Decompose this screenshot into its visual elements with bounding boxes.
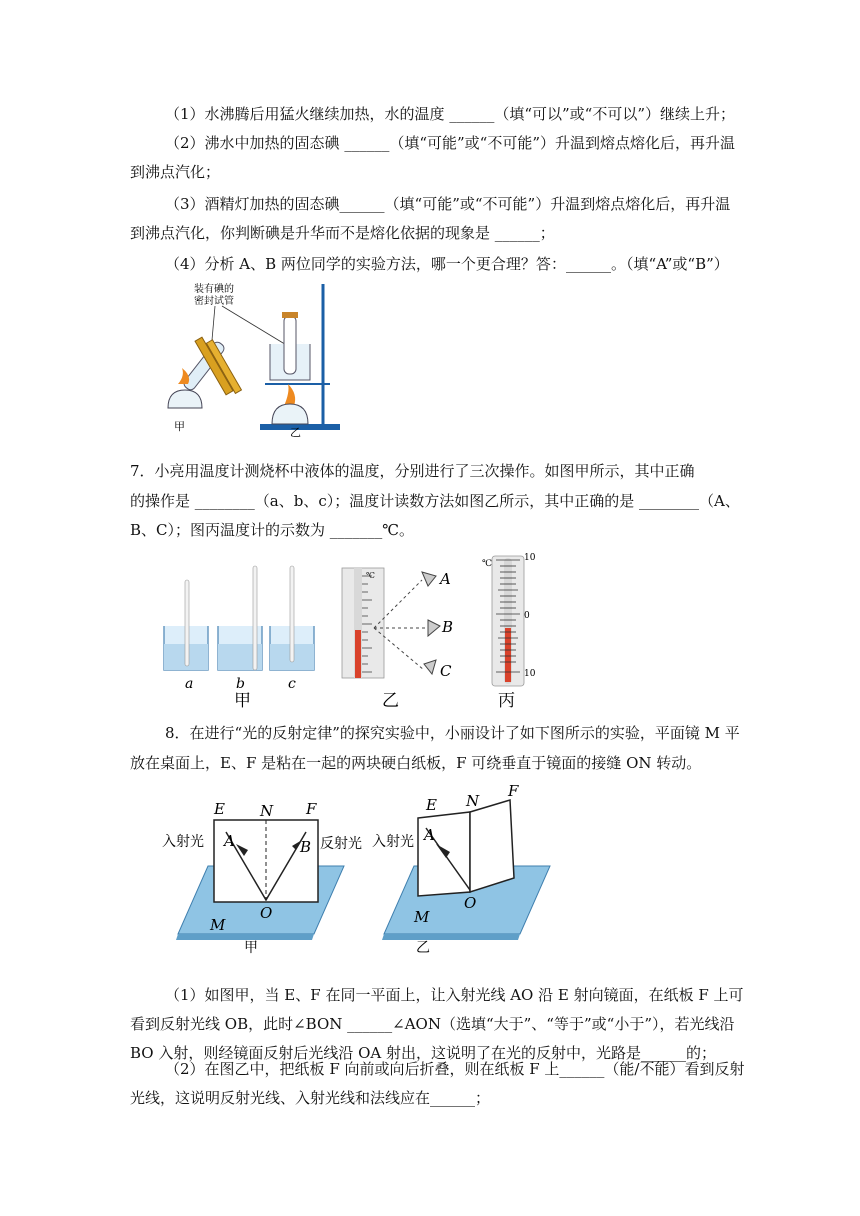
q7-bing-scale-mid: 0 bbox=[524, 611, 530, 621]
q6-callout-line1: 装有碘的 bbox=[194, 284, 234, 295]
q8-jia-reflected: 反射光 bbox=[320, 836, 362, 852]
q7-thermometer-bing bbox=[482, 553, 536, 686]
q7-eye-label-b: B bbox=[442, 618, 454, 636]
q8-yi-M: M bbox=[414, 908, 430, 926]
q6-callout-line2: 密封试管 bbox=[194, 296, 234, 307]
q8-jia-M: M bbox=[210, 916, 226, 934]
q8-figure bbox=[160, 780, 560, 960]
q7-label-a: a bbox=[185, 676, 194, 692]
q7-bing-scale-bottom: 10 bbox=[524, 669, 536, 679]
q8-part1-line2: 看到反射光线 OB，此时∠BON ______∠AON（选填“大于”、“等于”或“小于”），若光线沿 bbox=[130, 1015, 735, 1033]
q8-jia-B: B bbox=[300, 838, 312, 856]
q8-yi-incident: 入射光 bbox=[372, 834, 414, 850]
q7-label-c: c bbox=[288, 676, 296, 692]
q8-jia-F: F bbox=[306, 800, 317, 818]
eye-icon-c bbox=[424, 660, 436, 674]
q7-figure bbox=[160, 552, 550, 712]
q8-yi-O: O bbox=[464, 894, 477, 912]
q8-label-yi: 乙 bbox=[416, 940, 430, 956]
q8-jia-incident: 入射光 bbox=[162, 834, 204, 850]
q7-thermometer-yi bbox=[342, 568, 384, 678]
q8-part2-line1: （2）在图乙中，把纸板 F 向前或向后折叠，则在纸板 F 上______（能/不能）看到反射 bbox=[165, 1060, 745, 1078]
q7-eye-label-a: A bbox=[440, 570, 451, 588]
eye-icon-a bbox=[422, 572, 436, 586]
q6-part3-line2: 到沸点汽化，你判断碘是升华而不是熔化依据的现象是 ______； bbox=[130, 224, 555, 242]
q7-line3: B、C）；图丙温度计的示数为 _______℃。 bbox=[130, 521, 415, 539]
q6-label-jia: 甲 bbox=[174, 420, 185, 433]
q7-label-b: b bbox=[236, 676, 245, 692]
q8-yi-A: A bbox=[424, 826, 435, 844]
q7-beaker-a bbox=[164, 580, 208, 670]
q7-beaker-b bbox=[218, 566, 262, 670]
q6-part1: （1）水沸腾后用猛火继续加热，水的温度 ______（填“可以”或“不可以”）继续上升； bbox=[165, 105, 735, 123]
q8-part2-line2: 光线，这说明反射光线、入射光线和法线应在______； bbox=[130, 1089, 491, 1107]
q8-part1-line3: BO 入射，则经镜面反射后光线沿 OA 射出，这说明了在光的反射中，光路是______的； bbox=[130, 1044, 717, 1062]
q7-label-jia: 甲 bbox=[234, 691, 251, 711]
q7-bing-unit: ℃ bbox=[482, 559, 493, 569]
q7-line1: 7．小亮用温度计测烧杯中液体的温度，分别进行了三次操作。如图甲所示，其中正确 bbox=[130, 462, 695, 480]
q6-label-yi: 乙 bbox=[290, 426, 301, 439]
q8-label-jia: 甲 bbox=[244, 940, 258, 956]
q7-eye-label-c: C bbox=[440, 662, 452, 680]
q8-yi-F: F bbox=[508, 782, 519, 800]
q7-line2: 的操作是 ________（a、b、c）；温度计读数方法如图乙所示，其中正确的是 ________（A、 bbox=[130, 492, 740, 510]
q6-beaker-setup-b bbox=[260, 284, 340, 430]
q7-label-yi: 乙 bbox=[382, 691, 399, 711]
q8-yi-N: N bbox=[466, 792, 480, 810]
q6-part2-line2: 到沸点汽化； bbox=[130, 163, 221, 181]
q8-line2: 放在桌面上，E、F 是粘在一起的两块硬白纸板，F 可绕垂直于镜面的接缝 ON 转动。 bbox=[130, 754, 702, 772]
q8-line1: 8．在进行“光的反射定律”的探究实验中，小丽设计了如下图所示的实验，平面镜 M 平 bbox=[165, 724, 740, 742]
q8-board-f-yi bbox=[470, 800, 514, 892]
q7-yi-unit: ℃ bbox=[366, 571, 375, 580]
q6-part3-line1: （3）酒精灯加热的固态碘______（填“可能”或“不可能”）升温到熔点熔化后，再升温 bbox=[165, 195, 731, 213]
q8-jia-N: N bbox=[260, 802, 274, 820]
q8-part1-line1: （1）如图甲，当 E、F 在同一平面上，让入射光线 AO 沿 E 射向镜面，在纸板 F 上可 bbox=[165, 986, 744, 1004]
q6-tube-setup-a bbox=[168, 337, 241, 408]
q6-part4: （4）分析 A、B 两位同学的实验方法，哪一个更合理？答：______。（填“A”或“B”） bbox=[165, 255, 729, 273]
q6-figure bbox=[160, 280, 370, 440]
q7-beaker-c bbox=[270, 566, 314, 670]
eye-icon-b bbox=[428, 620, 440, 636]
q8-jia-E: E bbox=[214, 800, 225, 818]
q8-jia-O: O bbox=[260, 904, 273, 922]
q8-jia-A: A bbox=[224, 832, 235, 850]
q8-yi-E: E bbox=[426, 796, 437, 814]
q7-bing-scale-top: 10 bbox=[524, 553, 536, 563]
q6-part2-line1: （2）沸水中加热的固态碘 ______（填“可能”或“不可能”）升温到熔点熔化后，再升温 bbox=[165, 134, 735, 152]
q7-label-bing: 丙 bbox=[498, 691, 515, 711]
